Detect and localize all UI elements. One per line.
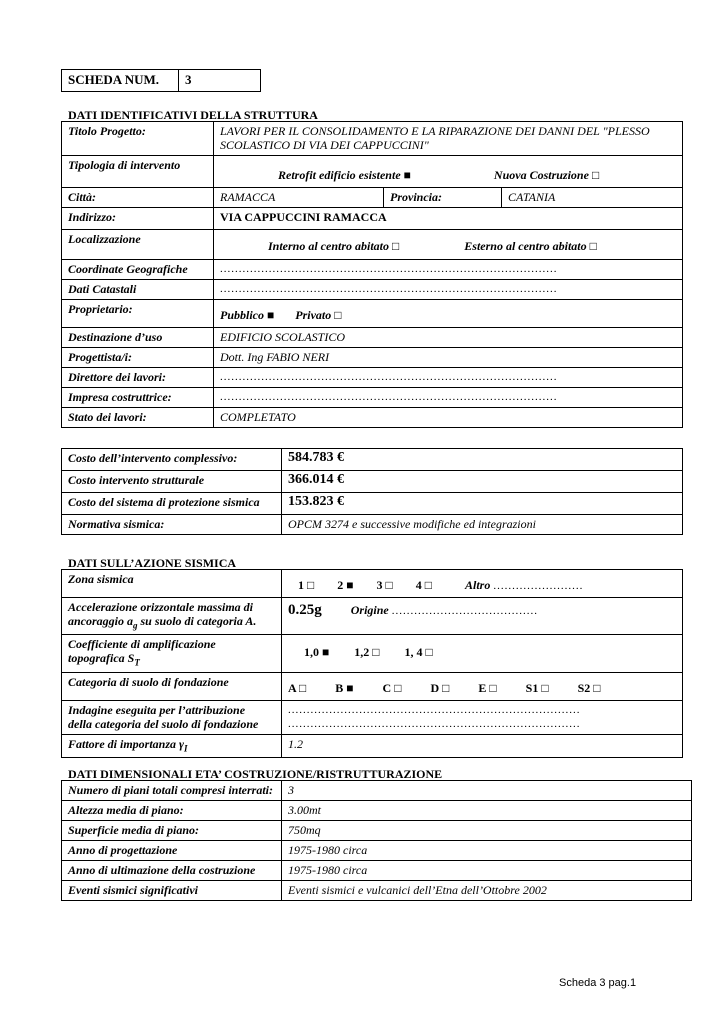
zona-2-label: 2 [337,578,344,592]
progettista-label: Progettista/i: [62,348,214,368]
dim-row-value: Eventi sismici e vulcanici dell’Etna dell’Ottobre 2002 [282,881,692,901]
costo-protezione-value: 153.823 € [282,493,683,515]
suolo-s1-label: S1 [525,680,539,695]
acc-label-line1: Accelerazione orizzontale massima di [68,600,254,614]
indagine-label-line2: della categoria del suolo di fondazione [68,716,259,731]
fattore-label-sub: I [184,743,188,754]
dim-row-label: Altezza media di piano: [62,801,282,821]
sismica-table [61,569,683,758]
zona-4-label: 4 [415,578,422,592]
coeff-10-label: 1,0 [304,645,319,660]
normativa-label: Normativa sismica: [62,515,282,535]
destinazione-value: EDIFICIO SCOLASTICO [214,328,683,348]
suolo-a-label: A [288,680,297,695]
dim-row-label: Anno di ultimazione della costruzione [62,861,282,881]
coeff-12-checkbox[interactable]: □ [372,645,380,660]
acc-label-line2b: su suolo di categoria A. [137,614,257,628]
localizzazione-label: Localizzazione [62,230,214,260]
provincia-label: Provincia: [384,188,502,208]
localizzazione-options [214,230,683,260]
acc-value: 0.25g [288,602,322,618]
suolo-c-label: C [382,680,392,695]
stato-label: Stato dei lavori: [62,408,214,428]
fattore-value: 1.2 [282,734,683,757]
zona-1-checkbox[interactable]: □ [307,578,315,592]
tipologia-label: Tipologia di intervento [62,156,214,188]
coeff-label-line1: Coefficiente di amplificazione [68,637,216,652]
suolo-d-label: D [430,680,440,695]
dim-row-value: 1975-1980 circa [282,841,692,861]
dim-row-label: Superficie media di piano: [62,821,282,841]
costo-complessivo-value: 584.783 € [282,449,683,471]
suolo-label: Categoria di suolo di fondazione [62,672,282,700]
coeff-label-line2: topografica S [68,651,135,666]
provincia-value: CATANIA [502,188,683,208]
origine-dots: ....................................... [391,605,539,617]
catastali-label: Dati Catastali [62,280,214,300]
section-title-ident: DATI IDENTIFICATIVI DELLA STRUTTURA [68,108,318,122]
zona-label: Zona sismica [62,570,282,598]
costo-strutturale-value: 366.014 € [282,471,683,493]
loc-esterno-checkbox[interactable]: □ [589,239,597,253]
prop-pubblico-checkbox[interactable]: ■ [267,308,275,322]
coefficiente-options [282,635,683,672]
prop-privato-checkbox[interactable]: □ [334,308,342,322]
tipologia-nuova-label: Nuova Costruzione [493,167,589,182]
coeff-label-sub: T [134,657,140,668]
suolo-d-checkbox[interactable]: □ [442,680,450,695]
suolo-b-label: B [335,680,344,695]
titolo-value: LAVORI PER IL CONSOLIDAMENTO E LA RIPARAZIONE DEI DANNI DEL "PLESSO SCOLASTICO DI VIA DEI CAPPUCCINI" [214,122,683,156]
dim-row-value: 750mq [282,821,692,841]
ident-table [61,121,683,428]
origine-label: Origine [350,603,389,617]
destinazione-label: Destinazione d’uso [62,328,214,348]
dim-row-label: Numero di piani totali compresi interrati: [62,781,282,801]
tipologia-nuova-checkbox[interactable]: □ [591,167,600,182]
prop-pubblico-label: Pubblico [220,308,264,322]
proprietario-options [214,300,683,328]
suolo-c-checkbox[interactable]: □ [394,680,402,695]
direttore-label: Direttore dei lavori: [62,368,214,388]
coeff-10-checkbox[interactable]: ■ [322,645,330,660]
zona-1-label: 1 [298,578,304,592]
suolo-e-checkbox[interactable]: □ [489,680,497,695]
loc-interno-label: Interno al centro abitato [268,239,390,253]
indagine-label-line1: Indagine eseguita per l’attribuzione [68,702,246,717]
suolo-options [282,672,683,700]
section-title-sismica: DATI SULL’AZIONE SISMICA [68,556,237,570]
citta-label: Città: [62,188,214,208]
titolo-label: Titolo Progetto: [62,122,214,156]
stato-value: COMPLETATO [214,408,683,428]
accelerazione-label [62,598,282,635]
dim-row-value: 1975-1980 circa [282,861,692,881]
suolo-s2-checkbox[interactable]: □ [593,680,601,695]
prop-privato-label: Privato [295,308,332,322]
coordinate-dots: .......................................................................................... [214,260,683,280]
suolo-a-checkbox[interactable]: □ [299,680,307,695]
fattore-label-text: Fattore di importanza γ [68,736,185,751]
costo-strutturale-label: Costo intervento strutturale [62,471,282,493]
acc-label-sub: g [133,620,138,631]
zona-2-checkbox[interactable]: ■ [346,578,354,592]
progettista-value: Dott. Ing FABIO NERI [214,348,683,368]
costi-table [61,448,683,535]
indagine-dots: .............................................................................. .............................................................................. [282,700,683,734]
suolo-b-checkbox[interactable]: ■ [346,680,354,695]
zona-3-checkbox[interactable]: □ [385,578,393,592]
coeff-14-checkbox[interactable]: □ [425,645,433,660]
normativa-value: OPCM 3274 e successive modifiche ed integrazioni [282,515,683,535]
coordinate-label: Coordinate Geografiche [62,260,214,280]
coeff-14-label: 1, 4 [404,645,423,660]
costo-protezione-label: Costo del sistema di protezione sismica [62,493,282,515]
tipologia-options [214,156,683,188]
accelerazione-cell [282,598,683,635]
zona-altro-dots: ........................ [493,580,584,592]
suolo-e-label: E [478,680,487,695]
impresa-dots: .......................................................................................... [214,388,683,408]
coeff-12-label: 1,2 [354,645,370,660]
scheda-header [61,69,261,92]
dim-row-value: 3 [282,781,692,801]
loc-interno-checkbox[interactable]: □ [392,239,400,253]
suolo-s2-label: S2 [577,680,591,695]
dim-row-label: Eventi sismici significativi [62,881,282,901]
tipologia-retrofit-label: Retrofit edificio esistente [278,167,401,182]
zona-altro-label: Altro [465,578,491,592]
costo-complessivo-label: Costo dell’intervento complessivo: [62,449,282,471]
fattore-label [62,734,282,757]
zona-3-label: 3 [376,578,383,592]
catastali-dots: .......................................................................................... [214,280,683,300]
page-footer: Scheda 3 pag.1 [559,977,637,989]
citta-value: RAMACCA [214,188,384,208]
direttore-dots: .......................................................................................... [214,368,683,388]
zona-4-checkbox[interactable]: □ [424,578,432,592]
coefficiente-label [62,635,282,672]
indirizzo-label: Indirizzo: [62,208,214,230]
dimensional-table [61,780,692,901]
dim-row-value: 3.00mt [282,801,692,821]
section-title-dimensional: DATI DIMENSIONALI ETA’ COSTRUZIONE/RISTRUTTURAZIONE [68,767,443,781]
proprietario-label: Proprietario: [62,300,214,328]
tipologia-retrofit-checkbox[interactable]: ■ [403,167,411,182]
scheda-label: SCHEDA NUM. [62,70,179,92]
dim-row-label: Anno di progettazione [62,841,282,861]
scheda-number: 3 [179,70,261,92]
loc-esterno-label: Esterno al centro abitato [464,239,587,253]
suolo-s1-checkbox[interactable]: □ [541,680,549,695]
indagine-label [62,700,282,734]
acc-label-line2a: ancoraggio a [68,614,134,628]
zona-options [282,570,683,598]
impresa-label: Impresa costruttrice: [62,388,214,408]
indirizzo-value: VIA CAPPUCCINI RAMACCA [214,208,683,230]
